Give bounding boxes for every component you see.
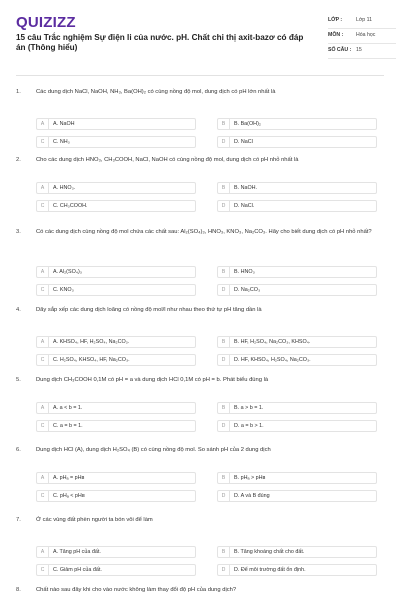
- option-letter: D: [218, 421, 230, 431]
- answer-option-c[interactable]: [36, 564, 196, 576]
- option-text: D. A và B đúng: [234, 493, 270, 499]
- option-letter: D: [218, 565, 230, 575]
- option-letter: A: [37, 183, 49, 193]
- answer-option-c[interactable]: [36, 354, 196, 366]
- option-letter: D: [218, 137, 230, 147]
- question-header: [16, 586, 384, 594]
- question-text: Dung dịch HCl (A), dung dịch H₂SO₄ (B) có cùng nồng độ mol. So sánh pH của 2 dung dịch: [36, 447, 271, 453]
- option-text: B. HNO₃: [234, 269, 255, 275]
- question-text: Ở các vùng đất phèn người ta bón vôi để làm: [36, 517, 153, 523]
- question-text: Dãy sắp xếp các dung dịch loãng có nồng độ mol/l như nhau theo thứ tự pH tăng dần là: [36, 307, 262, 313]
- option-letter: A: [37, 267, 49, 277]
- question-item: [16, 446, 384, 499]
- answer-option-c[interactable]: [36, 136, 196, 148]
- option-text: C. NH₃: [53, 139, 70, 145]
- option-text: A. pHₐ = pHʙ: [53, 475, 85, 481]
- question-number: 6.: [16, 447, 21, 453]
- option-text: D. a = b > 1.: [234, 423, 264, 429]
- option-letter: B: [218, 183, 230, 193]
- option-letter: C: [37, 285, 49, 295]
- option-letter: D: [218, 285, 230, 295]
- answer-option-b[interactable]: [217, 336, 377, 348]
- question-header: [16, 376, 384, 384]
- option-letter: C: [37, 491, 49, 501]
- option-text: D. NaCl: [234, 139, 253, 145]
- meta-value: Lớp 11: [356, 17, 372, 23]
- option-letter: B: [218, 547, 230, 557]
- option-text: A. KHSO₄, HF, H₂SO₄, Na₂CO₃.: [53, 339, 130, 345]
- option-text: A. Tăng pH của đất.: [53, 549, 101, 555]
- option-letter: D: [218, 491, 230, 501]
- question-text: Dung dịch CH₃COOH 0,1M có pH = a và dung dịch HCl 0,1M có pH = b. Phát biểu đúng là: [36, 377, 269, 383]
- question-header: [16, 306, 384, 314]
- answer-option-d[interactable]: [217, 564, 377, 576]
- question-header: [16, 516, 384, 524]
- option-text: C. KNO₃: [53, 287, 74, 293]
- option-text: D. NaCl.: [234, 203, 255, 209]
- answer-option-c[interactable]: [36, 200, 196, 212]
- question-item: [16, 156, 384, 209]
- option-letter: D: [218, 355, 230, 365]
- option-letter: C: [37, 201, 49, 211]
- question-header: [16, 228, 384, 236]
- meta-value: Hóa học: [356, 32, 376, 38]
- question-text: Có các dung dịch cùng nồng độ mol chứa các chất sau: Al₂(SO₄)₃, HNO₃, KNO₃, Na₂CO₃. Hãy cho biết dung dịch có pH nhỏ nhất?: [36, 229, 372, 235]
- option-text: B. Tăng khoáng chất cho đất.: [234, 549, 305, 555]
- option-letter: A: [37, 403, 49, 413]
- option-letter: A: [37, 547, 49, 557]
- question-header: [16, 446, 384, 454]
- meta-label: MÔN :: [328, 32, 344, 38]
- option-letter: B: [218, 473, 230, 483]
- option-letter: B: [218, 119, 230, 129]
- answer-option-d[interactable]: [217, 490, 377, 502]
- option-letter: C: [37, 565, 49, 575]
- answer-option-d[interactable]: [217, 136, 377, 148]
- quizizz-logo: QUIZIZZ: [16, 14, 76, 31]
- question-item: [16, 306, 384, 363]
- answer-option-d[interactable]: [217, 420, 377, 432]
- question-number: 1.: [16, 89, 21, 95]
- option-letter: B: [218, 337, 230, 347]
- question-number: 3.: [16, 229, 21, 235]
- answer-option-a[interactable]: [36, 118, 196, 130]
- option-text: D. Để môi trường đất ổn định.: [234, 567, 306, 573]
- answer-option-b[interactable]: [217, 472, 377, 484]
- meta-label: SỐ CÂU :: [328, 47, 352, 53]
- question-text: Cho các dung dịch HNO₃, CH₃COOH, NaCl, NaOH có cùng nồng độ mol, dung dịch có pH nhỏ nhất là: [36, 157, 299, 163]
- option-letter: B: [218, 267, 230, 277]
- meta-row-subject: [328, 29, 396, 44]
- option-text: B. HF, H₂SO₄, Na₂CO₃, KHSO₄.: [234, 339, 311, 345]
- option-text: B. Ba(OH)₂: [234, 121, 261, 127]
- answer-option-a[interactable]: [36, 546, 196, 558]
- option-text: C. H₂SO₄, KHSO₄, HF, Na₂CO₃.: [53, 357, 130, 363]
- option-letter: C: [37, 355, 49, 365]
- option-letter: A: [37, 119, 49, 129]
- answer-option-a[interactable]: [36, 266, 196, 278]
- meta-row-count: [328, 44, 396, 59]
- question-item: [16, 586, 384, 594]
- answer-option-b[interactable]: [217, 546, 377, 558]
- option-text: D. HF, KHSO₄, H₂SO₄, Na₂CO₃.: [234, 357, 311, 363]
- answer-option-a[interactable]: [36, 402, 196, 414]
- meta-row-class: [328, 14, 396, 29]
- answer-option-d[interactable]: [217, 354, 377, 366]
- option-text: A. HNO₃.: [53, 185, 76, 191]
- option-letter: A: [37, 337, 49, 347]
- question-number: 4.: [16, 307, 21, 313]
- answer-option-d[interactable]: [217, 284, 377, 296]
- meta-label: LỚP :: [328, 17, 343, 23]
- answer-option-b[interactable]: [217, 118, 377, 130]
- question-item: [16, 88, 384, 145]
- question-number: 7.: [16, 517, 21, 523]
- answer-option-c[interactable]: [36, 284, 196, 296]
- answer-option-a[interactable]: [36, 472, 196, 484]
- option-text: C. Giảm pH của đất.: [53, 567, 102, 573]
- option-letter: B: [218, 403, 230, 413]
- option-text: B. pHₐ > pHʙ: [234, 475, 266, 481]
- answer-option-a[interactable]: [36, 336, 196, 348]
- option-text: A. NaOH: [53, 121, 75, 127]
- option-letter: A: [37, 473, 49, 483]
- option-text: C. a = b = 1.: [53, 423, 83, 429]
- answer-option-c[interactable]: [36, 490, 196, 502]
- question-text: Các dung dịch NaCl, NaOH, NH₃, Ba(OH)₂ có cùng nồng độ mol, dung dịch có pH lớn nhất là: [36, 89, 276, 95]
- answer-option-a[interactable]: [36, 182, 196, 194]
- question-header: [16, 88, 384, 96]
- answer-option-d[interactable]: [217, 200, 377, 212]
- option-text: C. pHₐ < pHʙ: [53, 493, 85, 499]
- meta-value: 15: [356, 47, 362, 53]
- question-number: 5.: [16, 377, 21, 383]
- answer-option-b[interactable]: [217, 266, 377, 278]
- option-text: B. NaOH.: [234, 185, 258, 191]
- answer-option-b[interactable]: [217, 182, 377, 194]
- option-text: A. a < b = 1.: [53, 405, 83, 411]
- question-number: 8.: [16, 587, 21, 593]
- option-letter: C: [37, 137, 49, 147]
- question-item: [16, 228, 384, 293]
- worksheet-header: [16, 0, 384, 76]
- meta-panel: [328, 14, 396, 59]
- option-text: D. Na₂CO₃: [234, 287, 261, 293]
- option-letter: D: [218, 201, 230, 211]
- option-letter: C: [37, 421, 49, 431]
- option-text: B. a > b = 1.: [234, 405, 264, 411]
- option-text: C. CH₃COOH.: [53, 203, 88, 209]
- answer-option-b[interactable]: [217, 402, 377, 414]
- answer-option-c[interactable]: [36, 420, 196, 432]
- question-item: [16, 516, 384, 573]
- option-text: A. Al₂(SO₄)₃: [53, 269, 82, 275]
- question-header: [16, 156, 384, 164]
- question-number: 2.: [16, 157, 21, 163]
- question-item: [16, 376, 384, 429]
- worksheet-title: 15 câu Trắc nghiệm Sự điện li của nước. pH. Chất chỉ thị axit-bazơ có đáp án (Thông hiểu): [16, 33, 304, 52]
- question-text: Chất nào sau đây khi cho vào nước không làm thay đổi độ pH của dung dịch?: [36, 587, 237, 593]
